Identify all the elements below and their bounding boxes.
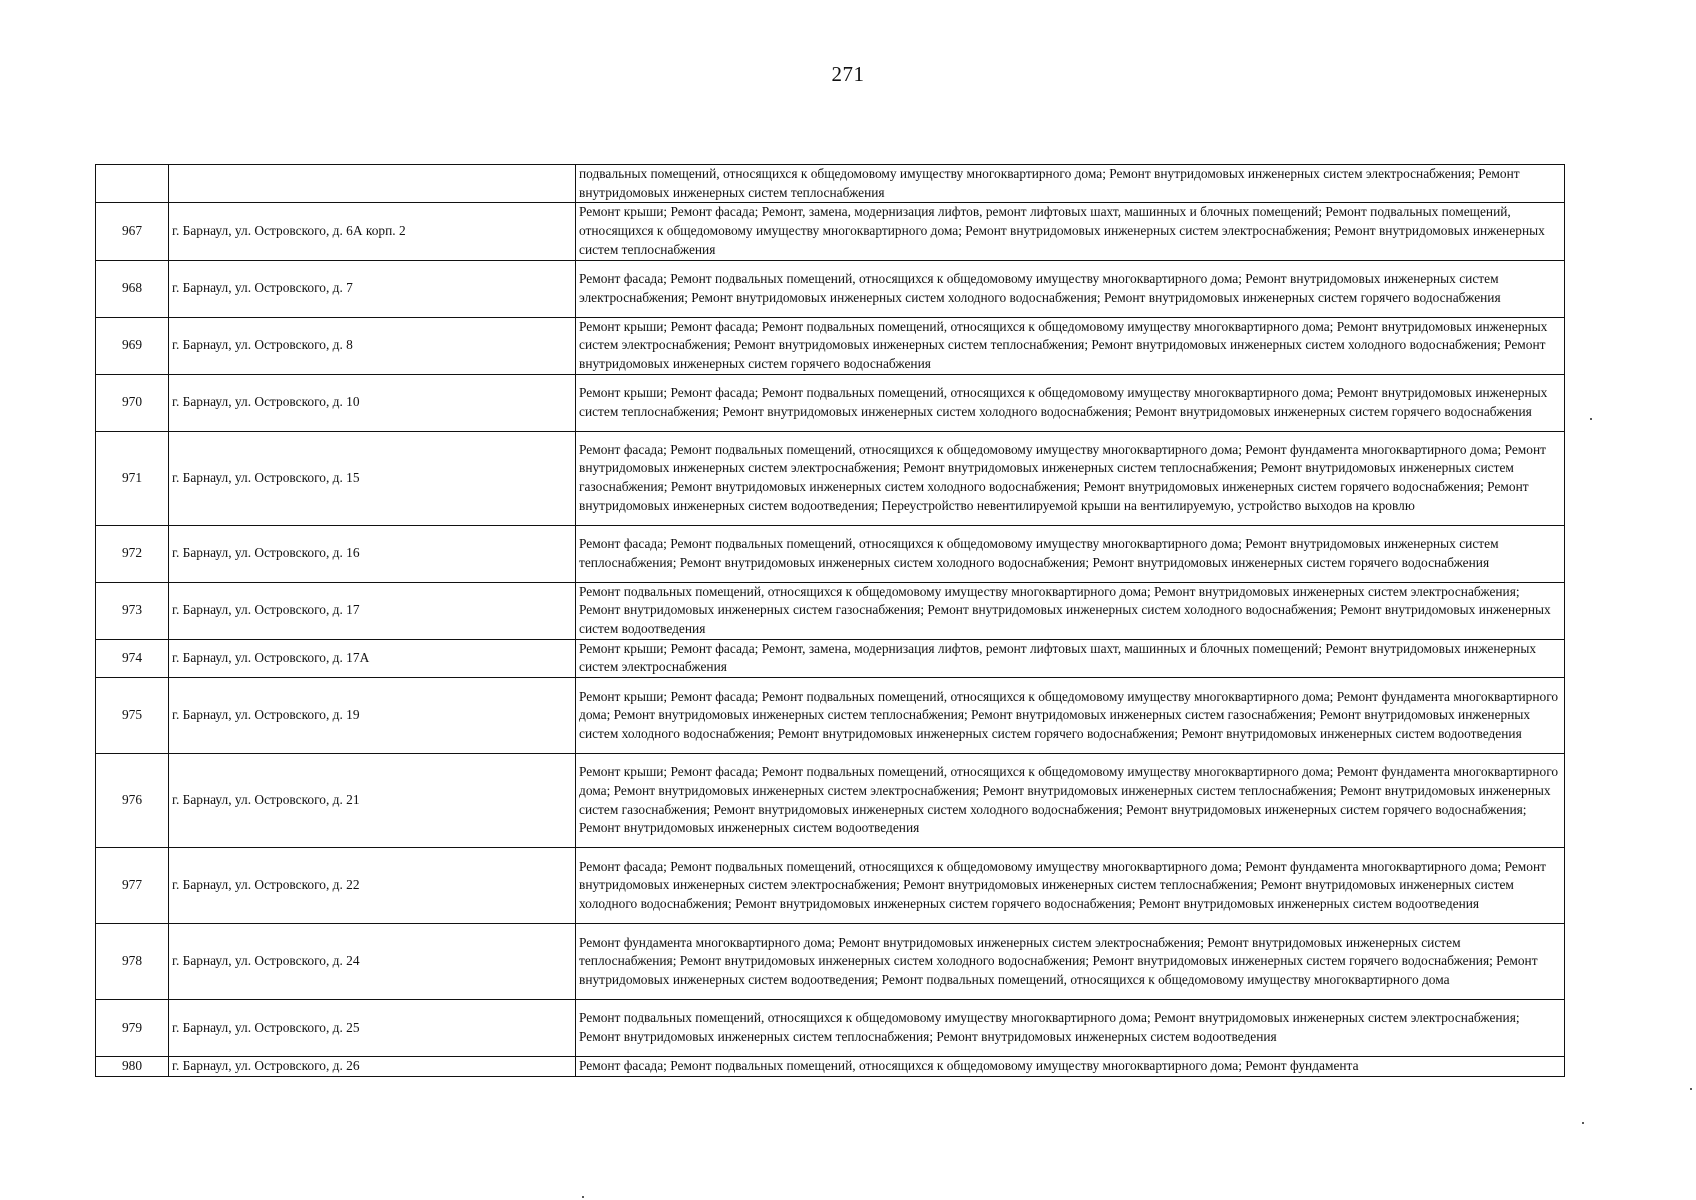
row-address: г. Барнаул, ул. Островского, д. 6А корп. 2 (169, 203, 576, 260)
scan-speck (1690, 1088, 1692, 1090)
row-address: г. Барнаул, ул. Островского, д. 22 (169, 848, 576, 924)
table-row (96, 165, 1565, 203)
row-works: Ремонт крыши; Ремонт фасада; Ремонт подвальных помещений, относящихся к общедомовому имуществу многоквартирного дома; Ремонт внутридомовых инженерных систем электроснабжения; Ремонт внутридомовых инженерных систем теплоснабжения; Ремонт внутридомовых инженерных систем холодного водоснабжения; Ремонт внутридомовых инженерных систем горячего водоснабжения (576, 317, 1565, 374)
table-row (96, 374, 1565, 431)
row-address: г. Барнаул, ул. Островского, д. 26 (169, 1057, 576, 1077)
table-row (96, 678, 1565, 754)
table-row (96, 1057, 1565, 1077)
scan-speck (1582, 1122, 1584, 1124)
row-works: Ремонт подвальных помещений, относящихся к общедомовому имуществу многоквартирного дома; Ремонт внутридомовых инженерных систем электроснабжения; Ремонт внутридомовых инженерных систем теплоснабжения; Ремонт внутридомовых инженерных систем водоотведения (576, 1000, 1565, 1057)
row-address (169, 165, 576, 203)
row-number: 969 (96, 317, 169, 374)
row-address: г. Барнаул, ул. Островского, д. 17А (169, 639, 576, 677)
row-number: 978 (96, 924, 169, 1000)
table-row (96, 1000, 1565, 1057)
row-number: 976 (96, 754, 169, 848)
row-works: Ремонт подвальных помещений, относящихся к общедомовому имуществу многоквартирного дома; Ремонт внутридомовых инженерных систем электроснабжения; Ремонт внутридомовых инженерных систем газоснабжения; Ремонт внутридомовых инженерных систем холодного водоснабжения; Ремонт внутридомовых инженерных систем водоотведения (576, 582, 1565, 639)
row-address: г. Барнаул, ул. Островского, д. 25 (169, 1000, 576, 1057)
scan-speck (582, 1196, 584, 1198)
row-address: г. Барнаул, ул. Островского, д. 19 (169, 678, 576, 754)
row-address: г. Барнаул, ул. Островского, д. 10 (169, 374, 576, 431)
row-number: 974 (96, 639, 169, 677)
row-number: 970 (96, 374, 169, 431)
table-row (96, 203, 1565, 260)
table-row (96, 754, 1565, 848)
row-number (96, 165, 169, 203)
row-address: г. Барнаул, ул. Островского, д. 15 (169, 431, 576, 525)
row-address: г. Барнаул, ул. Островского, д. 8 (169, 317, 576, 374)
row-address: г. Барнаул, ул. Островского, д. 16 (169, 525, 576, 582)
scan-speck (1590, 418, 1592, 420)
row-address: г. Барнаул, ул. Островского, д. 7 (169, 260, 576, 317)
page-number: 271 (831, 62, 865, 86)
row-number: 975 (96, 678, 169, 754)
row-works: Ремонт фасада; Ремонт подвальных помещений, относящихся к общедомовому имуществу многоквартирного дома; Ремонт внутридомовых инженерных систем теплоснабжения; Ремонт внутридомовых инженерных систем холодного водоснабжения; Ремонт внутридомовых инженерных систем горячего водоснабжения (576, 525, 1565, 582)
table-row (96, 848, 1565, 924)
row-number: 977 (96, 848, 169, 924)
row-number: 968 (96, 260, 169, 317)
table-row (96, 924, 1565, 1000)
row-works: Ремонт крыши; Ремонт фасада; Ремонт подвальных помещений, относящихся к общедомовому имуществу многоквартирного дома; Ремонт внутридомовых инженерных систем теплоснабжения; Ремонт внутридомовых инженерных систем холодного водоснабжения; Ремонт внутридомовых инженерных систем горячего водоснабжения (576, 374, 1565, 431)
row-number: 979 (96, 1000, 169, 1057)
repair-works-table (95, 164, 1565, 1077)
table-row (96, 639, 1565, 677)
table-row (96, 582, 1565, 639)
row-number: 967 (96, 203, 169, 260)
row-address: г. Барнаул, ул. Островского, д. 21 (169, 754, 576, 848)
table-row (96, 431, 1565, 525)
row-works: Ремонт крыши; Ремонт фасада; Ремонт подвальных помещений, относящихся к общедомовому имуществу многоквартирного дома; Ремонт фундамента многоквартирного дома; Ремонт внутридомовых инженерных систем теплоснабжения; Ремонт внутридомовых инженерных систем газоснабжения; Ремонт внутридомовых инженерных систем холодного водоснабжения; Ремонт внутридомовых инженерных систем горячего водоснабжения; Ремонт внутридомовых инженерных систем водоотведения (576, 678, 1565, 754)
row-works: Ремонт фасада; Ремонт подвальных помещений, относящихся к общедомовому имуществу многоквартирного дома; Ремонт фундамента многоквартирного дома; Ремонт внутридомовых инженерных систем электроснабжения; Ремонт внутридомовых инженерных систем теплоснабжения; Ремонт внутридомовых инженерных систем холодного водоснабжения; Ремонт внутридомовых инженерных систем горячего водоснабжения; Ремонт внутридомовых инженерных систем водоотведения (576, 848, 1565, 924)
row-works: Ремонт крыши; Ремонт фасада; Ремонт подвальных помещений, относящихся к общедомовому имуществу многоквартирного дома; Ремонт фундамента многоквартирного дома; Ремонт внутридомовых инженерных систем электроснабжения; Ремонт внутридомовых инженерных систем теплоснабжения; Ремонт внутридомовых инженерных систем газоснабжения; Ремонт внутридомовых инженерных систем холодного водоснабжения; Ремонт внутридомовых инженерных систем горячего водоснабжения; Ремонт внутридомовых инженерных систем водоотведения (576, 754, 1565, 848)
row-works: Ремонт фундамента многоквартирного дома; Ремонт внутридомовых инженерных систем электроснабжения; Ремонт внутридомовых инженерных систем теплоснабжения; Ремонт внутридомовых инженерных систем холодного водоснабжения; Ремонт внутридомовых инженерных систем горячего водоснабжения; Ремонт внутридомовых инженерных систем водоотведения; Ремонт подвальных помещений, относящихся к общедомовому имуществу многоквартирного дома (576, 924, 1565, 1000)
table-row (96, 525, 1565, 582)
row-number: 980 (96, 1057, 169, 1077)
row-works: подвальных помещений, относящихся к общедомовому имуществу многоквартирного дома; Ремонт внутридомовых инженерных систем электроснабжения; Ремонт внутридомовых инженерных систем теплоснабжения (576, 165, 1565, 203)
table-row (96, 317, 1565, 374)
row-number: 972 (96, 525, 169, 582)
row-address: г. Барнаул, ул. Островского, д. 17 (169, 582, 576, 639)
row-works: Ремонт крыши; Ремонт фасада; Ремонт, замена, модернизация лифтов, ремонт лифтовых шахт, машинных и блочных помещений; Ремонт подвальных помещений, относящихся к общедомовому имуществу многоквартирного дома; Ремонт внутридомовых инженерных систем электроснабжения; Ремонт внутридомовых инженерных систем теплоснабжения (576, 203, 1565, 260)
row-works: Ремонт фасада; Ремонт подвальных помещений, относящихся к общедомовому имуществу многоквартирного дома; Ремонт фундамента (576, 1057, 1565, 1077)
row-address: г. Барнаул, ул. Островского, д. 24 (169, 924, 576, 1000)
row-works: Ремонт фасада; Ремонт подвальных помещений, относящихся к общедомовому имуществу многоквартирного дома; Ремонт фундамента многоквартирного дома; Ремонт внутридомовых инженерных систем электроснабжения; Ремонт внутридомовых инженерных систем теплоснабжения; Ремонт внутридомовых инженерных систем газоснабжения; Ремонт внутридомовых инженерных систем холодного водоснабжения; Ремонт внутридомовых инженерных систем горячего водоснабжения; Ремонт внутридомовых инженерных систем водоотведения; Переустройство невентилируемой крыши на вентилируемую, устройство выходов на кровлю (576, 431, 1565, 525)
row-works: Ремонт крыши; Ремонт фасада; Ремонт, замена, модернизация лифтов, ремонт лифтовых шахт, машинных и блочных помещений; Ремонт внутридомовых инженерных систем электроснабжения (576, 639, 1565, 677)
row-number: 971 (96, 431, 169, 525)
row-number: 973 (96, 582, 169, 639)
table-row (96, 260, 1565, 317)
row-works: Ремонт фасада; Ремонт подвальных помещений, относящихся к общедомовому имуществу многоквартирного дома; Ремонт внутридомовых инженерных систем электроснабжения; Ремонт внутридомовых инженерных систем холодного водоснабжения; Ремонт внутридомовых инженерных систем горячего водоснабжения (576, 260, 1565, 317)
